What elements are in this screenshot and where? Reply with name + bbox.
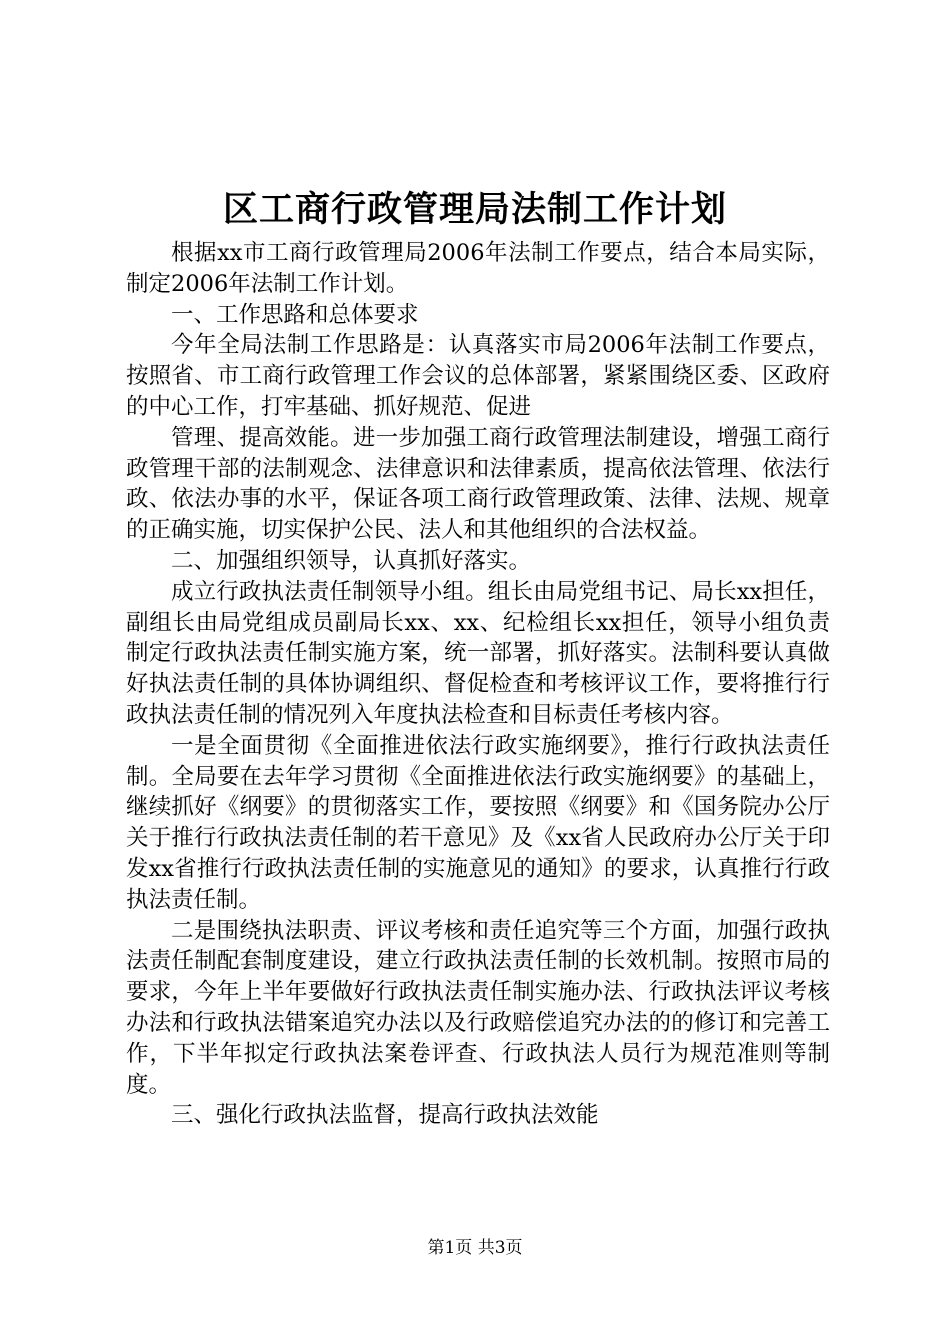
page-title: 区工商行政管理局法制工作计划	[222, 189, 727, 230]
section-heading-1: 一、工作思路和总体要求	[171, 301, 419, 328]
body-paragraph: 二是围绕执法职责、评议考核和责任追究等三个方面，加强行政执法责任制配套制度建设，建立行政执法责任制的长效机制。按照市局的要求，今年上半年要做好行政执法责任制实施办法、行政执法评议考核办法和行政执法错案追究办法以及行政赔偿追究办法的的修订和完善工作，下半年拟定行政执法案卷评查、行政执法人员行为规范准则等制度。	[126, 917, 830, 1098]
body-paragraph: 一是全面贯彻《全面推进依法行政实施纲要》，推行行政执法责任制。全局要在去年学习贯彻《全面推进依法行政实施纲要》的基础上，继续抓好《纲要》的贯彻落实工作，要按照《纲要》和《国务院办公厅关于推行行政执法责任制的若干意见》及《xx省人民政府办公厅关于印发xx省推行行政执法责任制的实施意见的通知》的要求，认真推行行政执法责任制。	[126, 732, 830, 913]
intro-paragraph: 根据xx市工商行政管理局2006年法制工作要点，结合本局实际，制定2006年法制工作计划。	[126, 240, 830, 297]
section-heading-3: 三、强化行政执法监督，提高行政执法效能	[171, 1102, 599, 1129]
body-paragraph: 今年全局法制工作思路是：认真落实市局2006年法制工作要点，按照省、市工商行政管理工作会议的总体部署，紧紧围绕区委、区政府的中心工作，打牢基础、抓好规范、促进	[126, 332, 830, 420]
document-body	[126, 238, 830, 1131]
body-paragraph: 成立行政执法责任制领导小组。组长由局党组书记、局长xx担任，副组长由局党组成员副局长xx、xx、纪检组长xx担任，领导小组负责制定行政执法责任制实施方案，统一部署，抓好落实。法制科要认真做好执法责任制的具体协调组织、督促检查和考核评议工作，要将推行行政执法责任制的情况列入年度执法检查和目标责任考核内容。	[126, 578, 830, 728]
page-number-footer: 第1页 共3页	[427, 1238, 523, 1258]
section-heading-2: 二、加强组织领导，认真抓好落实。	[171, 547, 532, 574]
body-paragraph: 管理、提高效能。进一步加强工商行政管理法制建设，增强工商行政管理干部的法制观念、法律意识和法律素质，提高依法管理、依法行政、依法办事的水平，保证各项工商行政管理政策、法律、法规、规章的正确实施，切实保护公民、法人和其他组织的合法权益。	[126, 424, 830, 544]
